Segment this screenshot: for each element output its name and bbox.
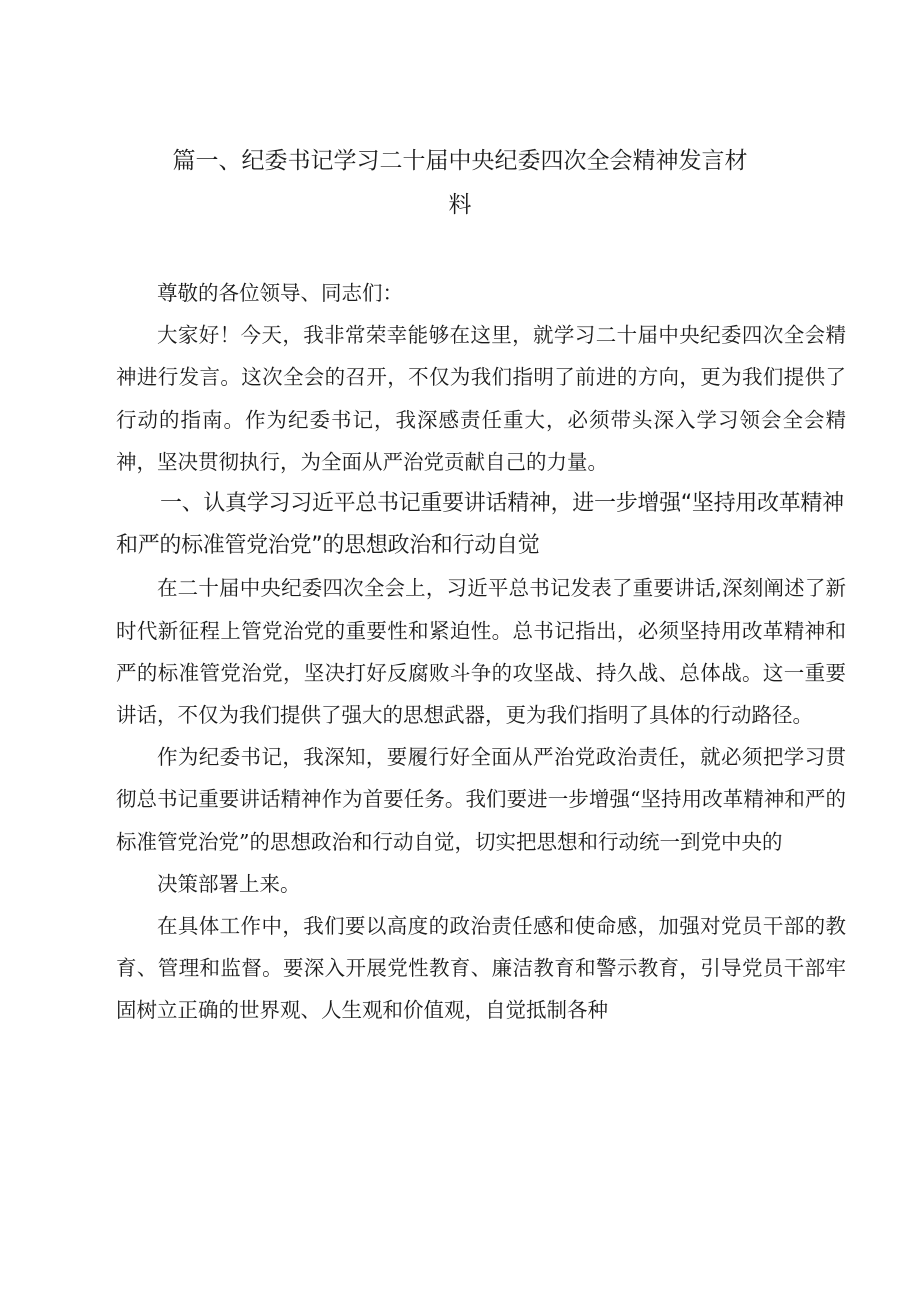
paragraph-section1-3: 决策部署上来。 — [157, 871, 301, 896]
document-title-line-1: 篇一、纪委书记学习二十届中央纪委四次全会精神发言材 — [172, 148, 748, 174]
paragraph-section1-1: 在二十届中央纪委四次全会上，习近平总书记发表了重要讲话,深刻阐述了新时代新征程上管党治党的重要性和紧迫性。总书记指出，必须坚持用改革精神和严的标准管党治党，坚决打好反腐败斗争的攻坚战、持久战、总体战。这一重要讲话，不仅为我们提供了强大的思想武器，更为我们指明了具体的行动路径。 — [116, 576, 846, 728]
paragraph-section1-4: 在具体工作中，我们要以高度的政治责任感和使命感，加强对党员干部的教育、管理和监督。要深入开展党性教育、廉洁教育和警示教育，引导党员干部牢固树立正确的世界观、人生观和价值观，自觉抵制各种 — [116, 914, 846, 1023]
section-heading-1: 一、认真学习习近平总书记重要讲话精神，进一步增强“坚持用改革精神和严的标准管党治党”的思想政治和行动自觉 — [116, 491, 844, 559]
document-body — [116, 272, 846, 1032]
paragraph-opening: 大家好！今天，我非常荣幸能够在这里，就学习二十届中央纪委四次全会精神进行发言。这次全会的召开，不仅为我们指明了前进的方向，更为我们提供了行动的指南。作为纪委书记，我深感责任重大，必须带头深入学习领会全会精神，坚决贯彻执行，为全面从严治党贡献自己的力量。 — [116, 323, 846, 474]
document-title-line-2: 料 — [448, 192, 472, 218]
paragraph-section1-2: 作为纪委书记，我深知，要履行好全面从严治党政治责任，就必须把学习贯彻总书记重要讲话精神作为首要任务。我们要进一步增强“坚持用改革精神和严的标准管党治党”的思想政治和行动自觉，切实把思想和行动统一到党中央的 — [116, 745, 846, 854]
salutation: 尊敬的各位领导、同志们： — [157, 281, 403, 305]
